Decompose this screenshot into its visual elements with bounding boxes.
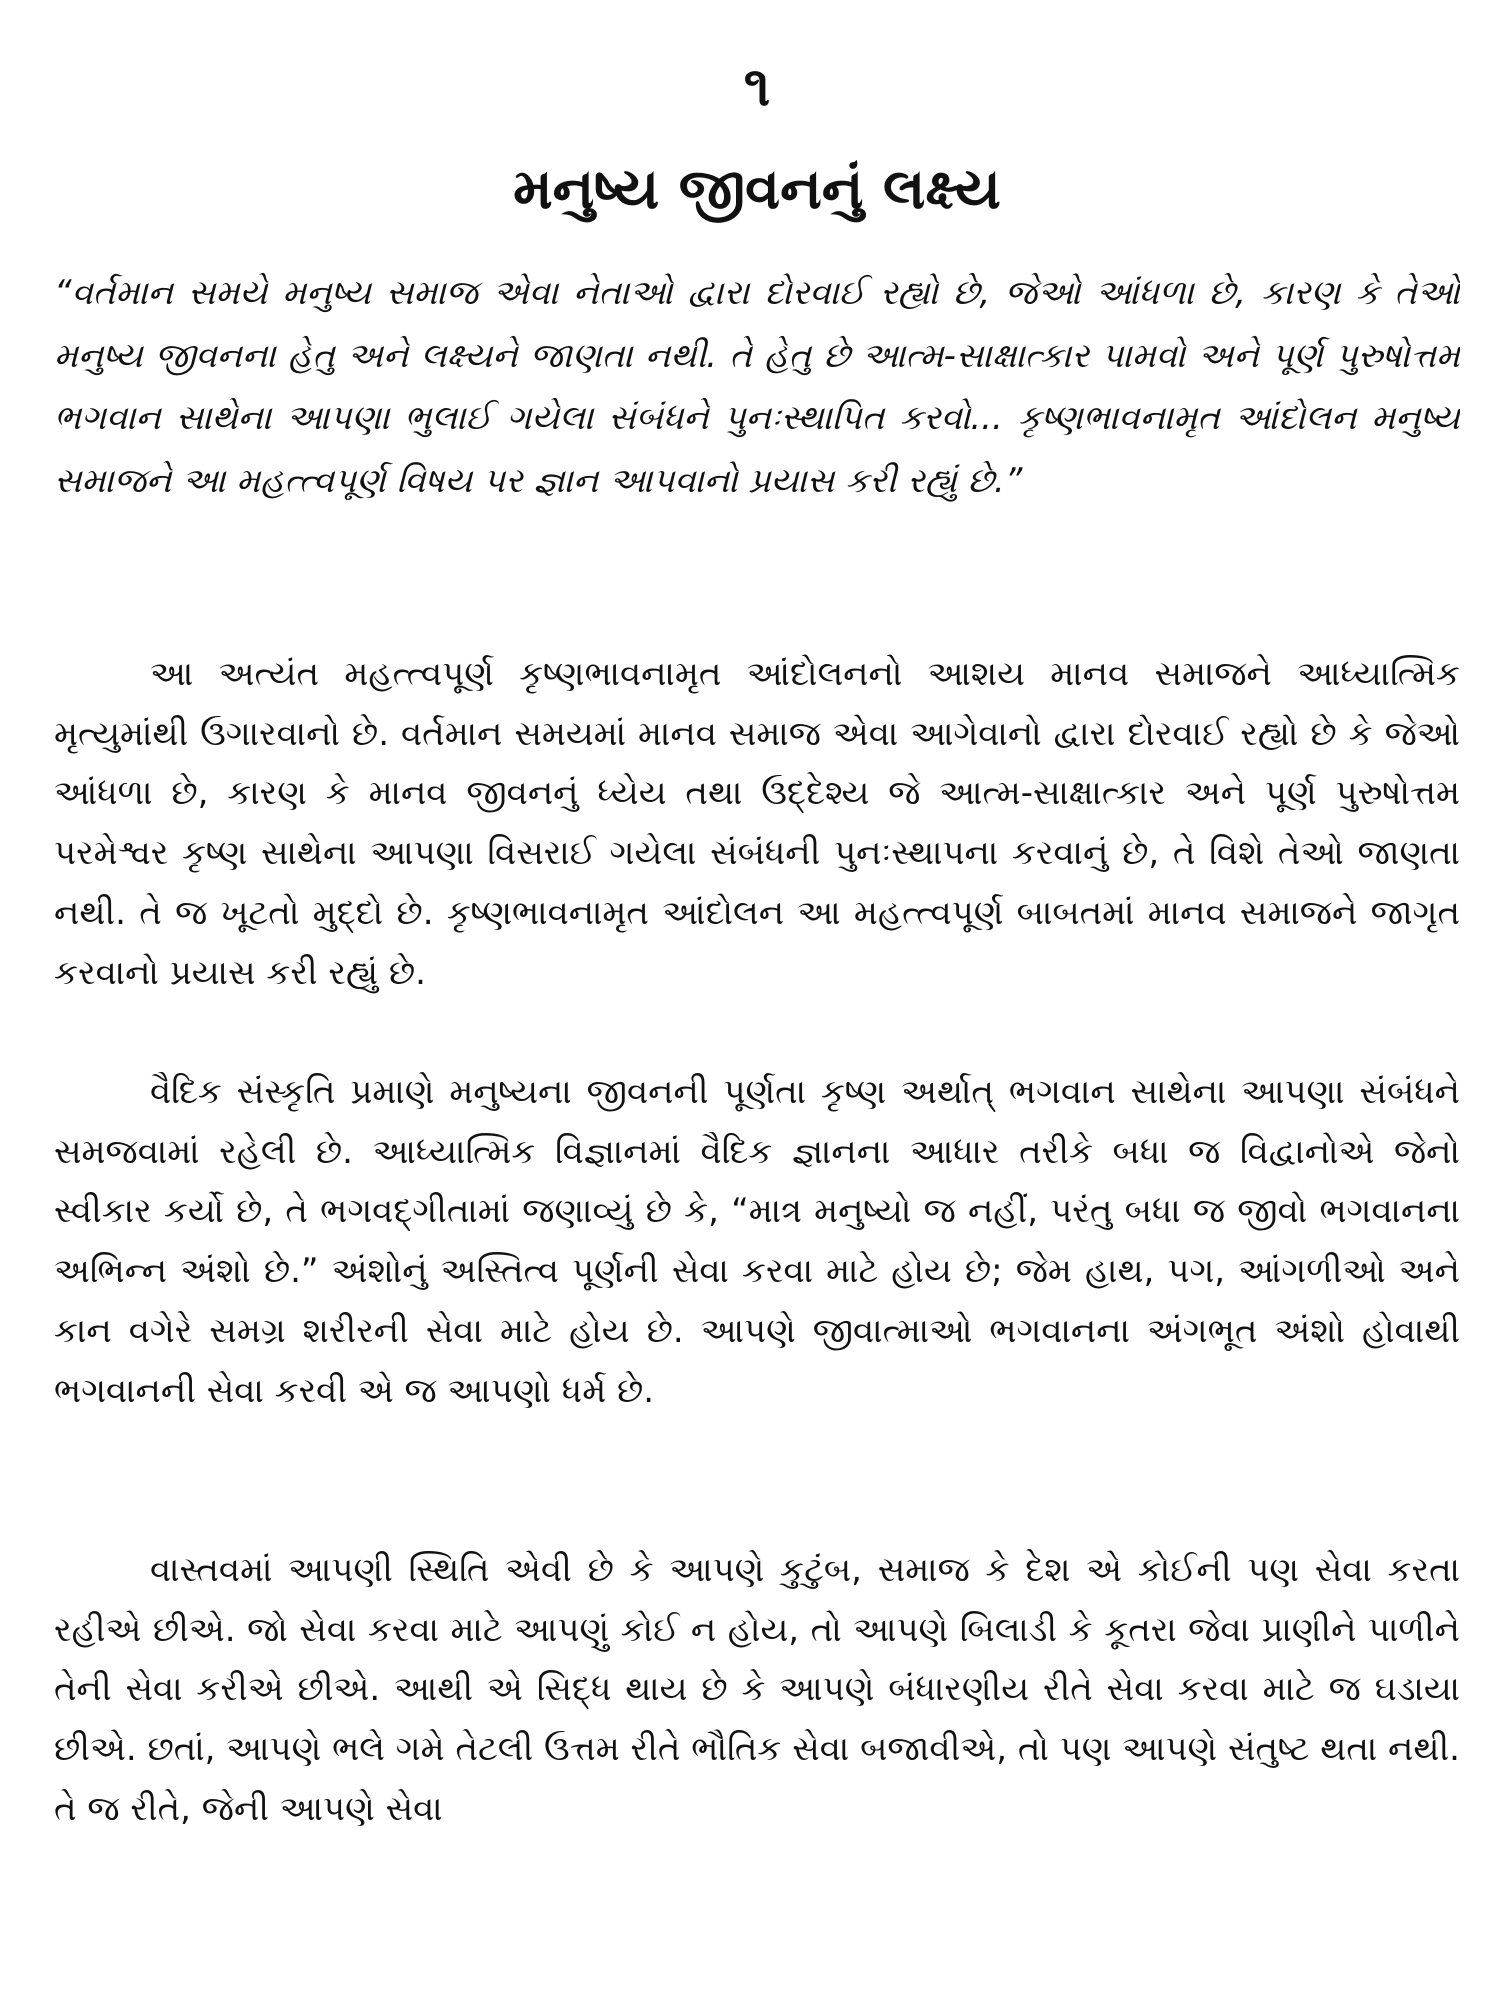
body-paragraph-2: વૈદિક સંસ્કૃતિ પ્રમાણે મનુષ્યના જીવનની પૂર્ણતા કૃષ્ણ અર્થાત્ ભગવાન સાથેના આપણા સંબંધને સમજવામાં રહેલી છે. આધ્યાત્મિક વિજ્ઞાનમાં વૈદિક જ્ઞાનના આધાર તરીકે બધા જ વિદ્વાનોએ જેનો સ્વીકાર કર્યો છે, તે ભગવદ્‌ગીતામાં જણાવ્યું છે કે, “માત્ર મનુષ્યો જ નહીં, પરંતુ બધા જ જીવો ભગવાનના અભિન્ન અંશો છે.” અંશોનું અસ્તિત્વ પૂર્ણની સેવા કરવા માટે હોય છે; જેમ હાથ, પગ, આંગળીઓ અને કાન વગેરે સમગ્ર શરીરની સેવા માટે હોય છે. આપણે જીવાત્માઓ ભગવાનના અંગભૂત અંશો હોવાથી ભગવાનની સેવા કરવી એ જ આપણો ધર્મ છે.	[54, 1072, 1460, 1411]
body-paragraph-1: આ અત્યંત મહત્ત્વપૂર્ણ કૃષ્ણભાવનામૃત આંદોલનનો આશય માનવ સમાજને આધ્યાત્મિક મૃત્યુમાંથી ઉગારવાનો છે. વર્તમાન સમયમાં માનવ સમાજ એવા આગેવાનો દ્વારા દોરવાઈ રહ્યો છે કે જેઓ આંધળા છે, કારણ કે માનવ જીવનનું ધ્યેય તથા ઉદ્દેશ્ય જે આત્મ-સાક્ષાત્કાર અને પૂર્ણ પુરુષોત્તમ પરમેશ્વર કૃષ્ણ સાથેના આપણા વિસરાઈ ગયેલા સંબંધની પુનઃસ્થાપના કરવાનું છે, તે વિશે તેઓ જાણતા નથી. તે જ ખૂટતો મુદ્દો છે. કૃષ્ણભાવનામૃત આંદોલન આ મહત્ત્વપૂર્ણ બાબતમાં માનવ સમાજને જાગૃત કરવાનો પ્રયાસ કરી રહ્યું છે.	[54, 654, 1460, 993]
epigraph-quote: “વર્તમાન સમયે મનુષ્ય સમાજ એવા નેતાઓ દ્વારા દોરવાઈ રહ્યો છે, જેઓ આંધળા છે, કારણ કે તેઓ મનુષ્ય જીવનના હેતુ અને લક્ષ્યને જાણતા નથી. તે હેતુ છે આત્મ-સાક્ષાત્કાર પામવો અને પૂર્ણ પુરુષોત્તમ ભગવાન સાથેના આપણા ભુલાઈ ગયેલા સંબંધને પુનઃસ્થાપિત કરવો... કૃષ્ણભાવનામૃત આંદોલન મનુષ્ય સમાજને આ મહત્ત્વપૂર્ણ વિષય પર જ્ઞાન આપવાનો પ્રયાસ કરી રહ્યું છે.”	[54, 273, 1460, 501]
body-paragraph-3: વાસ્તવમાં આપણી સ્થિતિ એવી છે કે આપણે કુટુંબ, સમાજ કે દેશ એ કોઈની પણ સેવા કરતા રહીએ છીએ. જો સેવા કરવા માટે આપણું કોઈ ન હોય, તો આપણે બિલાડી કે કૂતરા જેવા પ્રાણીને પાળીને તેની સેવા કરીએ છીએ. આથી એ સિદ્ધ થાય છે કે આપણે બંધારણીય રીતે સેવા કરવા માટે જ ઘડાયા છીએ. છતાં, આપણે ભલે ગમે તેટલી ઉત્તમ રીતે ભૌતિક સેવા બજાવીએ, તો પણ આપણે સંતુષ્ટ થતા નથી. તે જ રીતે, જેની આપણે સેવા	[54, 1550, 1460, 1829]
chapter-number: ૧	[743, 55, 771, 118]
chapter-title: મનુષ્ય જીવનનું લક્ષ્ય	[513, 157, 1001, 222]
